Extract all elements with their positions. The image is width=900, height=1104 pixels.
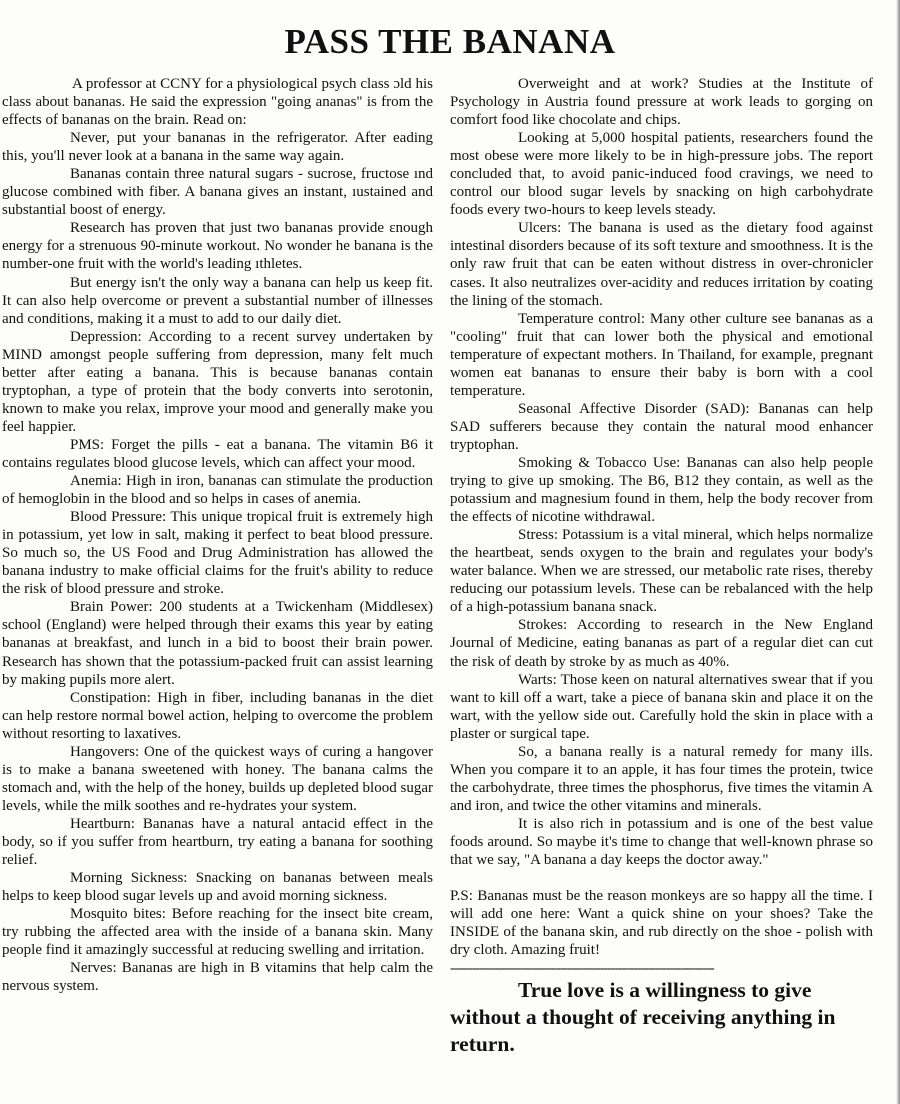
closing-quote: True love is a willingness to give without a thought of receiving anything in return. (450, 978, 836, 1057)
paragraph-hangovers: Hangovers: One of the quickest ways of curing a hangover is to make a banana sweetened with honey. The banana calms the stomach and, with the help of the honey, builds up depleted blood sugar levels, while the milk soothes and re-hydrates your system. (2, 743, 433, 814)
paragraph-pms: PMS: Forget the pills - eat a banana. The vitamin B6 it contains regulates blood glucose levels, which can affect your mood. (2, 436, 433, 471)
paragraph-intro: A professor at CCNY for a physiological psych class ɔld his class about bananas. He said the expression "going ananas" is from the effects of bananas on the brain. Read on: (2, 76, 433, 129)
paragraph-depression: Depression: According to a recent survey undertaken by MIND amongst people suffering from depression, many felt much better after eating a banana. This is because bananas contain tryptophan, a type of protein that the body converts into serotonin, known to make you relax, improve your mood and generally make you feel happier. (2, 328, 433, 435)
paragraph-blood-pressure: Blood Pressure: This unique tropical fruit is extremely high in potassium, yet low in salt, making it perfect to beat blood pressure. So much so, the US Food and Drug Administration has allowed the banana industry to make official claims for the fruit's ability to reduce the risk of blood pressure and stroke. (2, 509, 433, 598)
page-edge-shadow (896, 0, 900, 1104)
paragraph-nerves: Nerves: Bananas are high in B vitamins that help calm the nervous system. (2, 960, 433, 995)
left-column (2, 75, 433, 995)
dashed-divider: ------------------------------------------------------------------------ (450, 961, 714, 977)
paragraph-brain-power: Brain Power: 200 students at a Twickenham (Middlesex) school (England) were helped through their exams this year by eating bananas at breakfast, and lunch in a bid to boost their brain power. Research has shown that the potassium-packed fruit can assist learning by making pupils more alert. (2, 599, 433, 688)
page-title: PASS THE BANANA (284, 22, 616, 61)
paragraph-sad: Seasonal Affective Disorder (SAD): Bananas can help SAD sufferers because they contain the natural mood enhancer tryptophan. (450, 400, 873, 453)
postscript: P.S: Bananas must be the reason monkeys are so happy all the time. I will add one here: Want a quick shine on your shoes? Take the INSIDE of the banana skin, and rub directly on the shoe - polish with dry cloth. Amazing fruit! (450, 888, 873, 959)
paragraph-warts: Warts: Those keen on natural alternatives swear that if you want to kill off a wart, take a piece of banana skin and place it on the wart, with the yellow side out. Carefully hold the skin in place with a plaster or surgical tape. (450, 671, 873, 742)
paragraph-anemia: Anemia: High in iron, bananas can stimulate the production of hemoglobin in the blood and so helps in cases of anemia. (2, 473, 433, 508)
paragraph-stress: Stress: Potassium is a vital mineral, which helps normalize the heartbeat, sends oxygen to the brain and regulates your body's water balance. When we are stressed, our metabolic rate rises, thereby reducing our potassium levels. These can be rebalanced with the help of a high-potassium banana snack. (450, 527, 873, 616)
paragraph-constipation: Constipation: High in fiber, including bananas in the diet can help restore normal bowel action, helping to overcome the problem without resorting to laxatives. (2, 689, 433, 742)
paragraph-smoking: Smoking & Tobacco Use: Bananas can also help people trying to give up smoking. The B6, B12 they contain, as well as the potassium and magnesium found in them, help the body recover from the effects of nicotine withdrawal. (450, 454, 873, 526)
right-column (450, 75, 873, 1058)
paragraph-mosquito-bites: Mosquito bites: Before reaching for the insect bite cream, try rubbing the affected area with the inside of a banana skin. Many people find it amazingly successful at reducing swelling and irritation. (2, 906, 433, 959)
paragraph-remedy: So, a banana really is a natural remedy for many ills. When you compare it to an apple, it has four times the protein, twice the carbohydrate, three times the phosphorus, five times the vitamin A and iron, and twice the other vitamins and minerals. (450, 743, 873, 814)
paragraph-hospital-patients: Looking at 5,000 hospital patients, researchers found the most obese were more likely to be in high-pressure jobs. The report concluded that, to avoid panic-induced food cravings, we need to control our blood sugar levels by snacking on high carbohydrate foods every two-hours to keep levels steady. (450, 130, 873, 219)
paragraph-refrigerator: Never, put your bananas in the refrigerator. After eading this, you'll never look at a banana in the same way again. (2, 130, 433, 165)
paragraph-heartburn: Heartburn: Bananas have a natural antacid effect in the body, so if you suffer from heartburn, try eating a banana for soothing relief. (2, 815, 433, 869)
paragraph-strokes: Strokes: According to research in the New England Journal of Medicine, eating bananas as part of a regular diet can cut the risk of death by stroke by as much as 40%. (450, 617, 873, 670)
paragraph-temperature-control: Temperature control: Many other culture see bananas as a "cooling" fruit that can lower both the physical and emotional temperature of expectant mothers. In Thailand, for example, pregnant women eat bananas to ensure their baby is born with a cool temperature. (450, 310, 873, 399)
paragraph-ulcers: Ulcers: The banana is used as the dietary food against intestinal disorders because of its soft texture and smoothness. It is the only raw fruit that can be eaten without distress in over-chronicler cases. It also neutralizes over-acidity and reduces irritation by coating the lining of the stomach. (450, 220, 873, 309)
paragraph-potassium-value: It is also rich in potassium and is one of the best value foods around. So maybe it's time to change that well-known phrase so that we say, "A banana a day keeps the doctor away." (450, 815, 873, 869)
paragraph-sugars: Bananas contain three natural sugars - sucrose, fructose ınd glucose combined with fiber. A banana gives an instant, ıustained and substantial boost of energy. (2, 166, 433, 219)
paragraph-morning-sickness: Morning Sickness: Snacking on bananas between meals helps to keep blood sugar levels up and avoid morning sickness. (2, 870, 433, 905)
paragraph-overweight: Overweight and at work? Studies at the Institute of Psychology in Austria found pressure at work leads to gorging on comfort food like chocolate and chips. (450, 76, 873, 129)
paragraph-research: Research has proven that just two bananas provide ɛnough energy for a strenuous 90-minute workout. No wonder he banana is the number-one fruit with the world's leading ıthletes. (2, 220, 433, 273)
paragraph-energy: But energy isn't the only way a banana can help us keep fit. It can also help overcome or prevent a substantial number of illnesses and conditions, making it a must to add to our daily diet. (2, 274, 433, 327)
